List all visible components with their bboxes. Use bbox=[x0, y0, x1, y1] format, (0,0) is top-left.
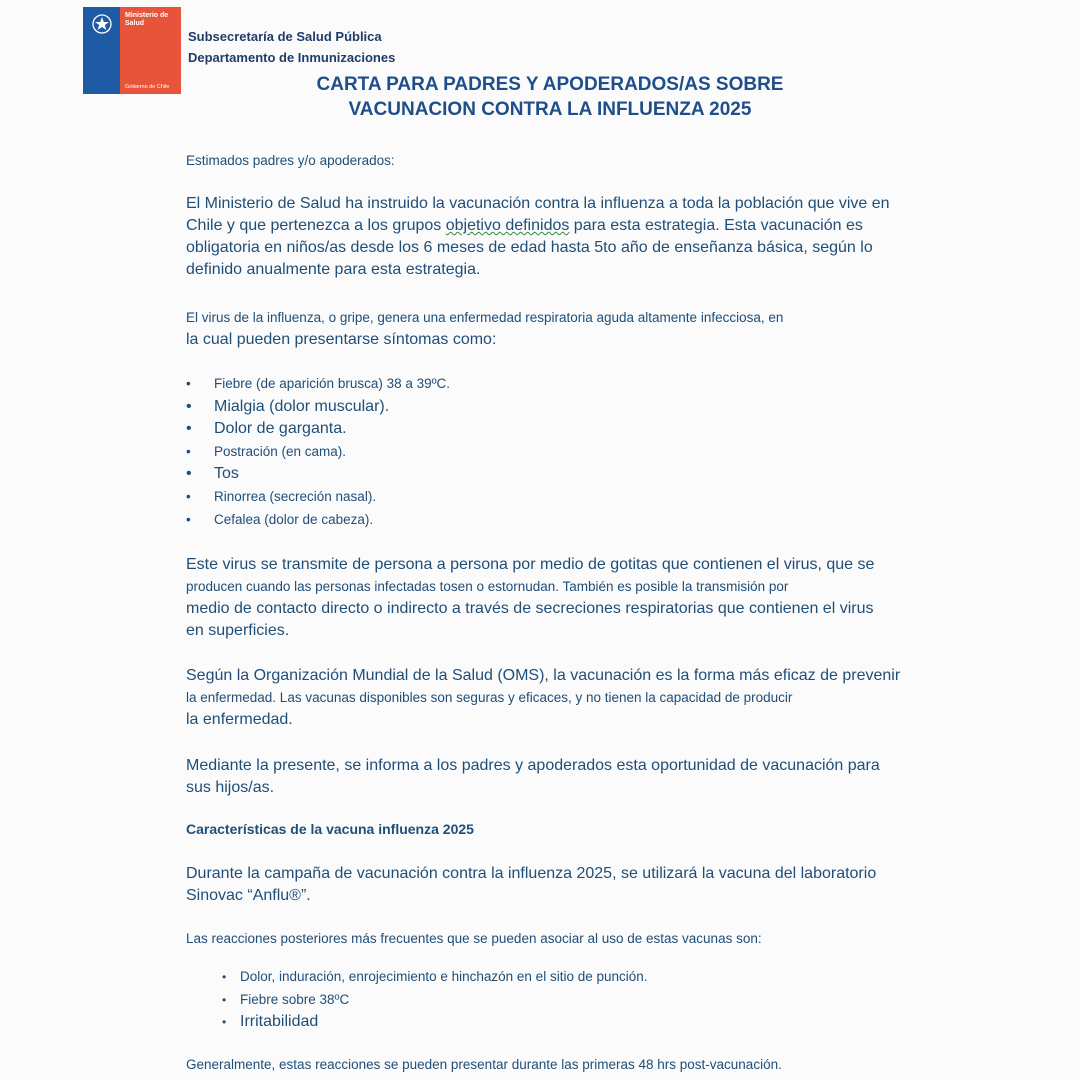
bullet: • bbox=[186, 376, 191, 391]
symptoms-list bbox=[186, 373, 906, 531]
p1-underlined: objetivo definidos bbox=[445, 217, 570, 234]
list-item: • Mialgia (dolor muscular). bbox=[186, 396, 906, 419]
paragraph-8: Generalmente, estas reacciones se pueden presentar durante las primeras 48 hrs post-vacunación. bbox=[186, 1057, 782, 1072]
ministry-logo bbox=[83, 7, 181, 94]
list-item: • Dolor de garganta. bbox=[186, 418, 906, 441]
bullet: • bbox=[222, 970, 227, 984]
bullet: • bbox=[222, 1015, 227, 1029]
paragraph-5: Mediante la presente, se informa a los padres y apoderados esta oportunidad de vacunación para sus hijos/as. bbox=[186, 757, 880, 796]
p3-line-3: medio de contacto directo o indirecto a través de secreciones respiratorias que contienen el virus bbox=[186, 600, 874, 617]
letter-title bbox=[240, 72, 860, 122]
list-item: • Postración (en cama). bbox=[186, 441, 906, 464]
ministry-name: Ministerio de Salud bbox=[125, 12, 169, 27]
bullet: • bbox=[186, 465, 192, 483]
logo-red-panel bbox=[120, 7, 181, 94]
greeting: Estimados padres y/o apoderados: bbox=[186, 153, 395, 168]
p2-line-1: El virus de la influenza, o gripe, genera una enfermedad respiratoria aguda altamente infecciosa, en bbox=[186, 310, 784, 325]
bullet: • bbox=[222, 992, 227, 1007]
header-departments bbox=[188, 26, 395, 68]
paragraph-6: Durante la campaña de vacunación contra la influenza 2025, se utilizará la vacuna del laboratorio Sinovac “Anflu®”. bbox=[186, 865, 877, 904]
list-item: • Rinorrea (secreción nasal). bbox=[186, 486, 906, 509]
p4-line-3: la enfermedad. bbox=[186, 711, 293, 728]
p3-line-4: en superficies. bbox=[186, 622, 290, 639]
title-line-2: VACUNACION CONTRA LA INFLUENZA 2025 bbox=[348, 99, 752, 120]
list-item: • Fiebre (de aparición brusca) 38 a 39ºC. bbox=[186, 373, 906, 396]
government-name: Gobierno de Chile bbox=[125, 84, 170, 90]
paragraph-2 bbox=[186, 307, 906, 351]
logo-blue-panel bbox=[83, 7, 120, 94]
bullet: • bbox=[186, 397, 192, 415]
p2-line-2: la cual pueden presentarse síntomas como: bbox=[186, 331, 497, 348]
paragraph-3 bbox=[186, 554, 906, 642]
p4-line-2: la enfermedad. Las vacunas disponibles son seguras y eficaces, y no tienen la capacidad de producir bbox=[186, 690, 793, 705]
p4-line-1: Según la Organización Mundial de la Salud (OMS), la vacunación es la forma más eficaz de prevenir bbox=[186, 667, 901, 684]
bullet: • bbox=[186, 420, 192, 438]
paragraph-4 bbox=[186, 665, 906, 731]
reactions-list bbox=[222, 966, 902, 1034]
section-subheading: Características de la vacuna influenza 2025 bbox=[186, 821, 474, 837]
title-line-1: CARTA PARA PADRES Y APODERADOS/AS SOBRE bbox=[316, 74, 784, 95]
paragraph-7: Las reacciones posteriores más frecuentes que se pueden asociar al uso de estas vacunas son: bbox=[186, 931, 762, 946]
bullet: • bbox=[186, 488, 191, 504]
p3-line-2: producen cuando las personas infectadas tosen o estornudan. También es posible la transmisión por bbox=[186, 579, 789, 594]
paragraph-1 bbox=[186, 193, 906, 281]
header-line-2: Departamento de Inmunizaciones bbox=[188, 50, 396, 65]
coat-of-arms-icon bbox=[91, 13, 113, 35]
list-item: • Cefalea (dolor de cabeza). bbox=[186, 509, 906, 532]
p3-line-1: Este virus se transmite de persona a persona por medio de gotitas que contienen el virus, que se bbox=[186, 556, 875, 573]
list-item: • Tos bbox=[186, 463, 906, 486]
header-line-1: Subsecretaría de Salud Pública bbox=[188, 29, 382, 44]
list-item: • Irritabilidad bbox=[222, 1011, 902, 1034]
list-item: • Fiebre sobre 38ºC bbox=[222, 989, 902, 1012]
p1-after: para esta estrategia. Esta vacunación es obligatoria en niños/as desde los 6 meses de edad hasta 5to año de enseñanza básica, según lo definido anualmente para esta estrategia. bbox=[186, 217, 873, 278]
p1-before: El Ministerio de Salud ha instruido la vacunación contra la influenza a toda la población que vive en Chile y que pertenezca a los grupos bbox=[186, 195, 890, 234]
bullet: • bbox=[186, 443, 191, 459]
list-item: • Dolor, induración, enrojecimiento e hinchazón en el sitio de punción. bbox=[222, 966, 902, 989]
bullet: • bbox=[186, 511, 191, 527]
